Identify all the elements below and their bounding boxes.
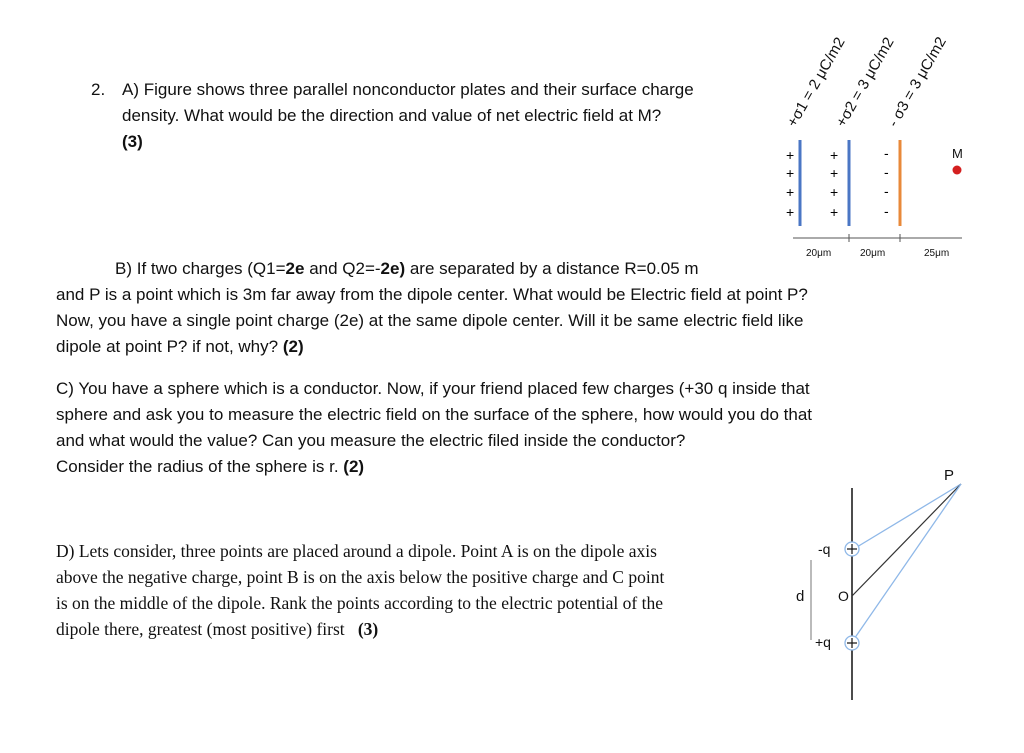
part-a-line-1: A) Figure shows three parallel nonconductor plates and their surface charge	[122, 80, 694, 99]
point-m-label: M	[952, 146, 963, 161]
point-m-marker	[953, 166, 962, 175]
line-pos-to-p	[852, 484, 961, 642]
pos-charge-circle	[845, 636, 859, 650]
part-b-marks: (2)	[282, 337, 304, 356]
part-b-line-4: dipole at point P? if not, why? (2)	[56, 337, 304, 356]
plate1-plus: +	[786, 204, 795, 220]
part-c-line-3: and what would the value? Can you measure the electric filed inside the conductor?	[56, 431, 686, 450]
part-a-marks: (3)	[122, 132, 143, 151]
gap2-label: 20μm	[860, 248, 886, 259]
part-c-marks: (2)	[343, 457, 365, 476]
neg-charge-circle	[845, 542, 859, 556]
plate2-plus: +	[830, 204, 839, 220]
part-c-line-1: C) You have a sphere which is a conductor. Now, if your friend placed few charges (+30 q inside that	[56, 379, 810, 398]
part-b	[56, 256, 896, 360]
pos-charge-label: +q	[815, 634, 831, 650]
gap1-label: 20μm	[806, 248, 832, 259]
plate1-plus: +	[786, 184, 795, 200]
sigma3-label: - σ3 = 3 μC/m2	[884, 34, 950, 131]
question-number: 2.	[91, 80, 106, 99]
part-b-line-3: Now, you have a single point charge (2e) at the same dipole center. Will it be same electric field like	[56, 311, 804, 330]
part-b-line-2: and P is a point which is 3m far away from the dipole center. What would be Electric field at point P?	[56, 285, 808, 304]
center-o-label: O	[838, 588, 849, 604]
neg-charge-label: -q	[818, 541, 831, 557]
part-d-marks: (3)	[357, 619, 379, 639]
part-d	[56, 538, 776, 642]
part-d-line-3: is on the middle of the dipole. Rank the points according to the electric potential of the	[56, 593, 663, 613]
figure-parallel-plates	[0, 0, 1024, 270]
part-c-line-4: Consider the radius of the sphere is r. (2)	[56, 457, 365, 476]
part-a-line-2: density. What would be the direction and value of net electric field at M?	[122, 106, 662, 125]
line-center-to-p	[852, 484, 961, 596]
plate2-plus: +	[830, 184, 839, 200]
line-neg-to-p	[852, 484, 961, 550]
plate3-minus: -	[884, 183, 889, 199]
plate1-plus: +	[786, 147, 795, 163]
sigma1-label: +σ1 = 2 μC/m2	[783, 34, 849, 130]
plate3-minus: -	[884, 203, 889, 219]
part-b-line-1: B) If two charges (Q1=2e and Q2=-2e) are separated by a distance R=0.05 m	[115, 259, 699, 278]
part-c	[56, 376, 916, 480]
plate2-plus: +	[830, 147, 839, 163]
point-p-label: P	[944, 467, 955, 484]
distance-label: d	[796, 588, 805, 605]
part-c-line-2: sphere and ask you to measure the electric field on the surface of the sphere, how would you do that	[56, 405, 813, 424]
plate3-minus: -	[884, 145, 889, 161]
part-d-line-1: D) Lets consider, three points are placed around a dipole. Point A is on the dipole axis	[56, 541, 657, 561]
plate1-plus: +	[786, 165, 795, 181]
gap3-label: 25μm	[924, 248, 950, 259]
sigma2-label: +σ2 = 3 μC/m2	[832, 34, 898, 130]
part-d-line-2: above the negative charge, point B is on the axis below the positive charge and C point	[56, 567, 665, 587]
plate3-minus: -	[884, 164, 889, 180]
part-d-line-4: dipole there, greatest (most positive) first (3)	[56, 619, 379, 639]
plate2-plus: +	[830, 165, 839, 181]
